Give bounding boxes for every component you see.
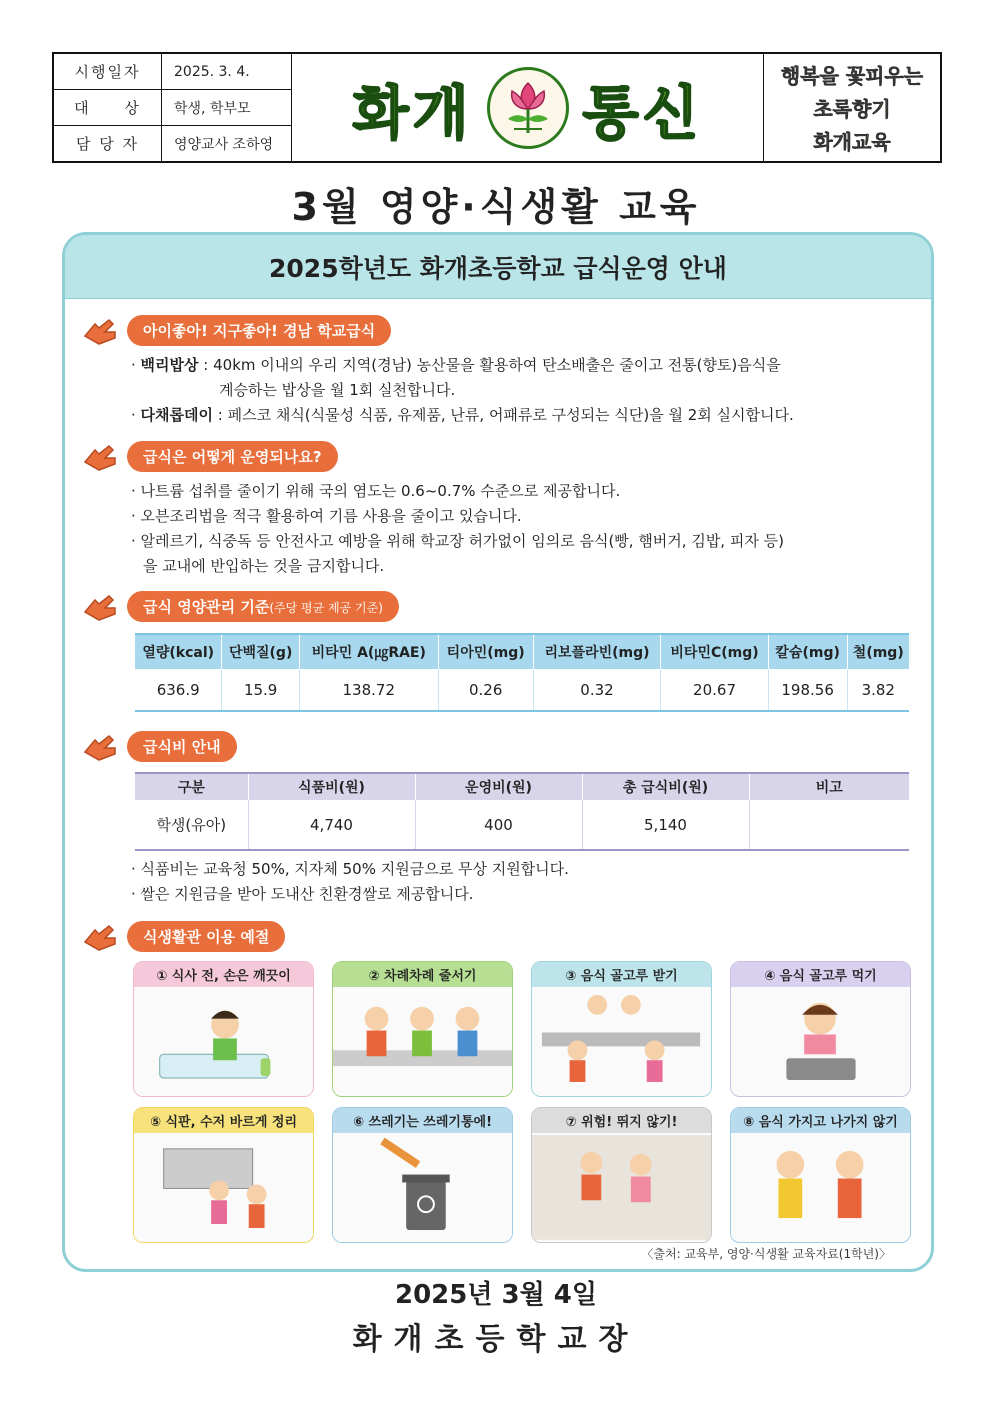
nutrition-table [135, 633, 909, 712]
list-item: · 오븐조리법을 적극 활용하여 기름 사용을 줄이고 있습니다. [131, 507, 522, 525]
info-row [54, 54, 291, 90]
item-text-cont: 계승하는 밥상을 월 1회 실천합니다. [219, 381, 456, 399]
item-text: 나트륨 섭취를 줄이기 위해 국의 염도는 0.6~0.7% 수준으로 제공합니다. [140, 482, 621, 500]
column-header: 리보플라빈(mg) [533, 634, 661, 669]
etiquette-card [332, 961, 513, 1097]
card-title: ⑦ 위험! 뛰지 않기! [532, 1108, 711, 1133]
column-header: 비타민C(mg) [661, 634, 768, 669]
column-header: 티아민(mg) [438, 634, 533, 669]
serving-illustration-icon [532, 987, 711, 1096]
table-cell: 0.26 [438, 669, 533, 711]
info-value: 영양교사 조하영 [174, 136, 274, 153]
table-cell [749, 800, 909, 850]
info-row [54, 90, 291, 126]
table-header-row [135, 773, 909, 800]
list-item: · 알레르기, 식중독 등 안전사고 예방을 위해 학교장 허가없이 임의로 음식(빵, 햄버거, 김밥, 피자 등) [131, 532, 784, 550]
section-title: 아이좋아! 지구좋아! 경남 학교급식 [127, 315, 391, 346]
pointing-hand-icon [81, 442, 119, 472]
section-header [81, 591, 399, 622]
item-text: 오븐조리법을 적극 활용하여 기름 사용을 줄이고 있습니다. [140, 507, 522, 525]
line-up-illustration-icon [333, 987, 512, 1096]
no-running-illustration-icon [532, 1133, 711, 1242]
etiquette-card [133, 1107, 314, 1243]
list-item: · 나트륨 섭취를 줄이기 위해 국의 염도는 0.6~0.7% 수준으로 제공합니다. [131, 482, 621, 500]
etiquette-cards [133, 961, 911, 1243]
column-header: 비타민 A(㎍RAE) [299, 634, 438, 669]
item-text: : 페스코 채식(식물성 식품, 유제품, 난류, 어패류로 구성되는 식단)을 월 2회 실시합니다. [213, 406, 794, 424]
table-cell: 400 [415, 800, 582, 850]
item-text: : 40km 이내의 우리 지역(경남) 농산물을 활용하여 탄소배출은 줄이고 전통(향토)음식을 [198, 356, 781, 374]
list-item: · 다채롭데이 : 페스코 채식(식물성 식품, 유제품, 난류, 어패류로 구성되는 식단)을 월 2회 실시합니다. [131, 406, 794, 424]
etiquette-card [332, 1107, 513, 1243]
slogan-line: 화개교육 [813, 130, 891, 154]
source-note: 〈출처: 교육부, 영양·식생활 교육자료(1학년)〉 [641, 1247, 891, 1261]
meal-info-panel [62, 232, 934, 1272]
section-title: 식생활관 이용 예절 [127, 921, 285, 952]
item-text-cont: 을 교내에 반입하는 것을 금지합니다. [143, 557, 385, 575]
card-title: ④ 음식 골고루 먹기 [731, 962, 910, 987]
info-key: 대 상 [54, 90, 162, 125]
section-header [81, 441, 338, 472]
etiquette-card [531, 1107, 712, 1243]
section-header [81, 315, 391, 346]
info-table [54, 54, 292, 161]
table-cell: 3.82 [847, 669, 909, 711]
item-label: 백리밥상 [140, 356, 199, 374]
etiquette-card [531, 961, 712, 1097]
column-header: 구분 [135, 773, 248, 800]
section-header [81, 731, 237, 762]
table-cell: 198.56 [768, 669, 847, 711]
etiquette-card [133, 961, 314, 1097]
card-title: ⑧ 음식 가지고 나가지 않기 [731, 1108, 910, 1133]
column-header: 비고 [749, 773, 909, 800]
header [52, 52, 942, 163]
table-row [135, 800, 909, 850]
tray-return-illustration-icon [134, 1133, 313, 1242]
section-text [131, 353, 794, 428]
eating-illustration-icon [731, 987, 910, 1096]
main-title: 3월 영양·식생활 교육 [291, 185, 701, 229]
section-header [81, 921, 285, 952]
list-item: · 식품비는 교육청 50%, 지자체 50% 지원금으로 무상 지원합니다. [131, 860, 569, 878]
card-title: ① 식사 전, 손은 깨끗이 [134, 962, 313, 987]
issue-date: 2025년 3월 4일 [395, 1280, 597, 1310]
slogan-line: 초록향기 [813, 97, 891, 121]
table-cell: 0.32 [533, 669, 661, 711]
pointing-hand-icon [81, 592, 119, 622]
info-value: 2025. 3. 4. [174, 63, 250, 80]
column-header: 단백질(g) [222, 634, 300, 669]
panel-heading: 2025학년도 화개초등학교 급식운영 안내 [65, 235, 931, 299]
section-text [131, 479, 911, 579]
column-header: 칼슘(mg) [768, 634, 847, 669]
table-cell: 15.9 [222, 669, 300, 711]
section-title-note: (주당 평균 제공 기준) [269, 601, 383, 615]
note-text: 식품비는 교육청 50%, 지자체 50% 지원금으로 무상 지원합니다. [140, 860, 569, 878]
slogan-line: 행복을 꽃피우는 [780, 64, 924, 88]
list-item: · 쌀은 지원금을 받아 도내산 친환경쌀로 제공합니다. [131, 885, 474, 903]
item-label: 다채롭데이 [140, 406, 213, 424]
table-cell: 4,740 [248, 800, 415, 850]
pointing-hand-icon [81, 732, 119, 762]
card-title: ② 차례차례 줄서기 [333, 962, 512, 987]
fee-notes [131, 857, 569, 907]
table-row [135, 669, 909, 711]
newsletter-title [292, 54, 764, 161]
school-slogan [764, 54, 940, 161]
section-title-main: 급식 영양관리 기준 [143, 598, 270, 616]
table-cell: 138.72 [299, 669, 438, 711]
pointing-hand-icon [81, 922, 119, 952]
table-cell: 636.9 [135, 669, 222, 711]
info-value: 학생, 학부모 [174, 100, 251, 117]
table-cell: 학생(유아) [135, 800, 248, 850]
meal-fee-table [135, 772, 909, 851]
etiquette-card [730, 961, 911, 1097]
title-left: 화개 [352, 78, 473, 147]
pointing-hand-icon [81, 316, 119, 346]
card-title: ⑥ 쓰레기는 쓰레기통에! [333, 1108, 512, 1133]
column-header: 총 급식비(원) [582, 773, 749, 800]
etiquette-card [730, 1107, 911, 1243]
table-header-row [135, 634, 909, 669]
item-text: 알레르기, 식중독 등 안전사고 예방을 위해 학교장 허가없이 임의로 음식(빵, 햄버거, 김밥, 피자 등) [140, 532, 784, 550]
trash-bin-illustration-icon [333, 1133, 512, 1242]
list-item: · 백리밥상 : 40km 이내의 우리 지역(경남) 농산물을 활용하여 탄소배출은 줄이고 전통(향토)음식을 [131, 356, 781, 374]
info-key: 담 당 자 [54, 126, 162, 161]
no-food-out-illustration-icon [731, 1133, 910, 1242]
section-title: 급식은 어떻게 운영되나요? [127, 441, 338, 472]
column-header: 식품비(원) [248, 773, 415, 800]
school-logo-icon [487, 67, 569, 149]
card-title: ⑤ 식판, 수저 바르게 정리 [134, 1108, 313, 1133]
info-key: 시행일자 [54, 54, 162, 89]
column-header: 철(mg) [847, 634, 909, 669]
table-cell: 20.67 [661, 669, 768, 711]
column-header: 열량(kcal) [135, 634, 222, 669]
info-row [54, 126, 291, 161]
title-right: 통신 [582, 78, 703, 147]
note-text: 쌀은 지원금을 받아 도내산 친환경쌀로 제공합니다. [140, 885, 474, 903]
handwashing-illustration-icon [134, 987, 313, 1096]
table-cell: 5,140 [582, 800, 749, 850]
section-title: 급식비 안내 [127, 731, 237, 762]
principal-signature: 화개초등학교장 [352, 1322, 640, 1357]
column-header: 운영비(원) [415, 773, 582, 800]
card-title: ③ 음식 골고루 받기 [532, 962, 711, 987]
section-title [127, 591, 399, 622]
